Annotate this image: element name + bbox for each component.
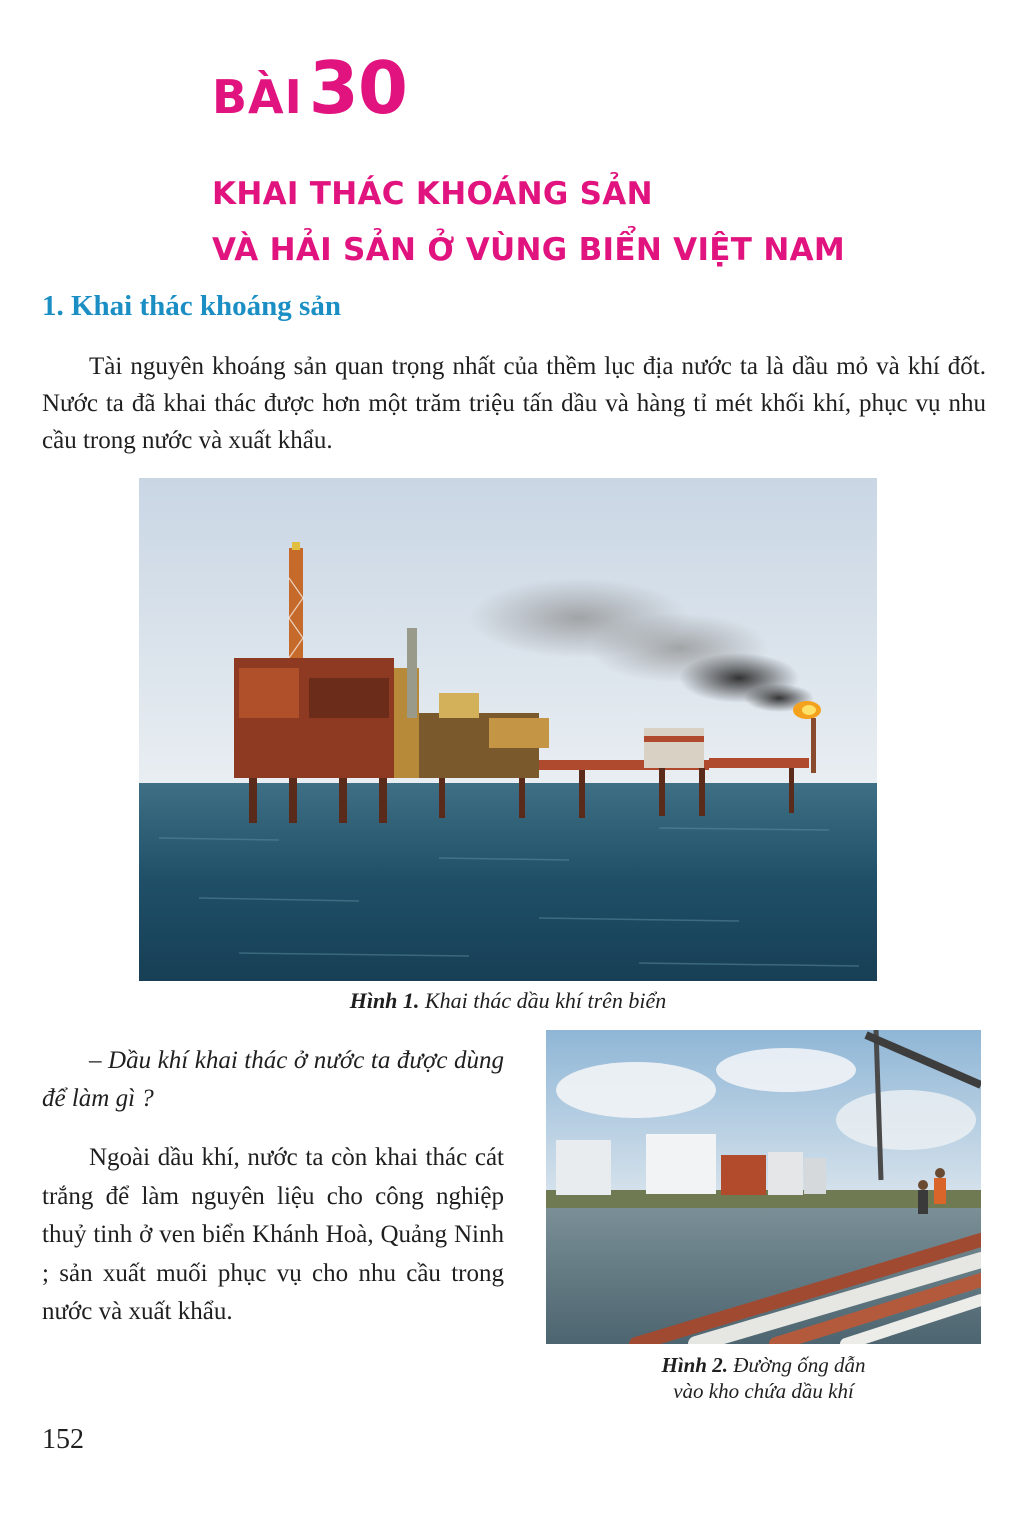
lesson-title-line-2: VÀ HẢI SẢN Ở VÙNG BIỂN VIỆT NAM	[212, 232, 846, 268]
figure-1-caption	[139, 988, 877, 1014]
figure-2-label: Hình 2.	[661, 1353, 728, 1377]
question-text: – Dầu khí khai thác ở nước ta được dùng để làm gì ?	[42, 1047, 504, 1112]
lesson-title	[212, 166, 845, 278]
paragraph-other-resources: Ngoài dầu khí, nước ta còn khai thác cát trắng để làm nguyên liệu cho công nghiệp thuỷ tinh ở ven biển Khánh Hoà, Quảng Ninh ; sản xuất muối phục vụ cho nhu cầu trong nước và xuất khẩu.	[42, 1144, 504, 1325]
figure-pipeline-storage-photo	[546, 1030, 981, 1344]
lesson-number-value: 30	[308, 46, 407, 130]
figure-1-caption-text: Khai thác dầu khí trên biển	[424, 988, 667, 1013]
figure-1-label: Hình 1.	[349, 988, 420, 1013]
figure-2-caption-line-2: vào kho chứa dầu khí	[673, 1379, 854, 1403]
lesson-label: BÀI	[212, 70, 303, 124]
figure-2-caption-line-1: Đường ống dẫn	[733, 1353, 866, 1377]
lesson-number	[212, 46, 407, 130]
section-heading: 1. Khai thác khoáng sản	[42, 290, 341, 322]
paragraph-oil-gas: Tài nguyên khoáng sản quan trọng nhất của thềm lục địa nước ta là dầu mỏ và khí đốt. Nước ta đã khai thác được hơn một trăm triệu tấn dầu và hàng tỉ mét khối khí, phục vụ nhu cầu trong nước và xuất khẩu.	[42, 353, 986, 454]
page-number: 152	[42, 1424, 84, 1455]
figure-2-caption	[546, 1352, 981, 1404]
figure-offshore-platform-photo	[139, 478, 877, 981]
lesson-title-line-1: KHAI THÁC KHOÁNG SẢN	[212, 176, 653, 212]
